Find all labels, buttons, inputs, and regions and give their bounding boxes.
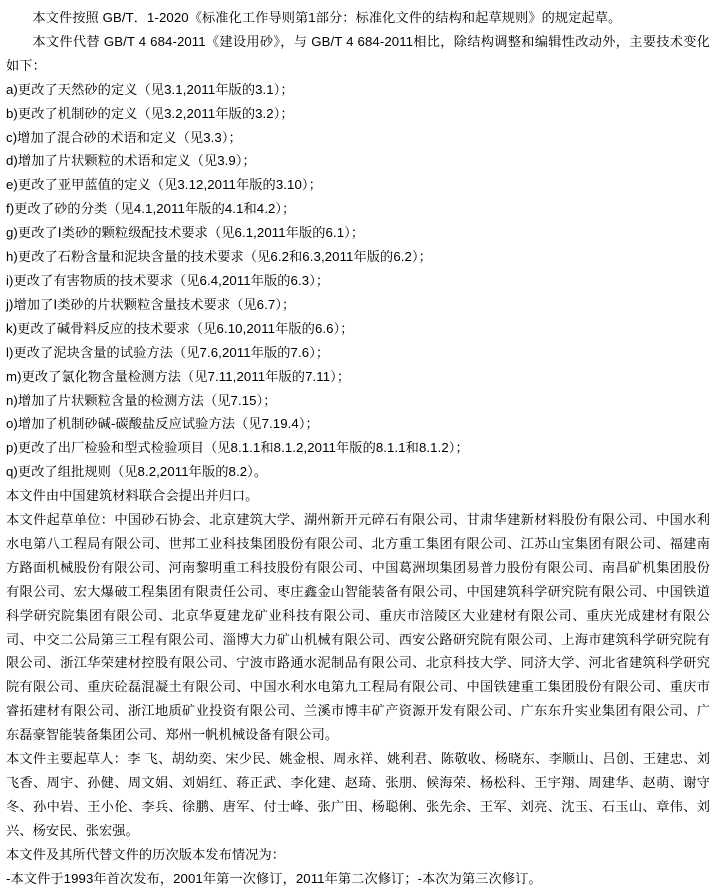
list-item-change-f: f)更改了砂的分类（见4.1,2011年版的4.1和4.2）；: [6, 201, 296, 217]
list-item-change-h: h)更改了石粉含量和泥块含量的技术要求（见6.2和6.3,2011年版的6.2）；: [6, 249, 432, 265]
paragraph-version-history-heading: 本文件及其所代替文件的历次版本发布情况为：: [6, 846, 286, 862]
list-item-change-p: p)更改了出厂检验和型式检验项目（见8.1.1和8.1.2,2011年版的8.1.1和8.1.2）；: [6, 440, 469, 456]
document-body: [6, 6, 710, 891]
list-item-change-a: a)更改了天然砂的定义（见3.1,2011年版的3.1）；: [6, 81, 294, 97]
paragraph-drafting-rule: 本文件按照 GB/T．1-2020《标准化工作导则第1部分：标准化文件的结构和起草规则》的规定起草。: [32, 10, 622, 25]
paragraph-version-history-item: -本文件于1993年首次发布，2001年第一次修订，2011年第二次修订；-本次为第三次修订。: [6, 870, 542, 886]
list-item-change-j: j)增加了Ⅰ类砂的片状颗粒含量技术要求（见6.7）；: [6, 296, 296, 312]
list-item-change-c: c)增加了混合砂的术语和定义（见3.3）；: [6, 129, 242, 145]
paragraph-replacement: 本文件代替 GB/T 4 684-2011《建设用砂》，与 GB/T 4 684-2011相比，除结构调整和编辑性改动外，主要技术变化如下：: [6, 33, 710, 73]
list-item-change-e: e)更改了亚甲蓝值的定义（见3.12,2011年版的3.10）；: [6, 177, 322, 193]
list-item-change-l: l)更改了泥块含量的试验方法（见7.6,2011年版的7.6）；: [6, 344, 330, 360]
paragraph-proposer: 本文件由中国建筑材料联合会提出并归口。: [6, 488, 259, 504]
list-item-change-o: o)增加了机制砂碱-碳酸盐反应试验方法（见7.19.4）；: [6, 416, 319, 432]
list-item-change-q: q)更改了组批规则（见8.2,2011年版的8.2）。: [6, 464, 268, 480]
list-item-change-b: b)更改了机制砂的定义（见3.2,2011年版的3.2）；: [6, 105, 294, 121]
list-item-change-g: g)更改了Ⅰ类砂的颗粒级配技术要求（见6.1,2011年版的6.1）；: [6, 225, 365, 241]
paragraph-main-drafters: 本文件主要起草人：李 飞、胡幼奕、宋少民、姚金根、周永祥、姚利君、陈敬收、杨晓东、李顺山、吕创、王建忠、刘飞香、周宇、孙健、周文娟、刘娟红、蒋正武、李化建、赵琦、张朋、候海荣、杨松科、王宇翔、周建华、赵萌、谢守冬、孙中岩、王小伦、李兵、徐鹏、唐军、付士峰、张广田、杨聪俐、张先余、王军、刘亮、沈玉、石玉山、章伟、刘兴、杨安民、张宏强。: [6, 751, 710, 838]
list-item-change-n: n)增加了片状颗粒含量的检测方法（见7.15）；: [6, 392, 277, 408]
list-item-change-d: d)增加了片状颗粒的术语和定义（见3.9）；: [6, 153, 256, 169]
paragraph-drafting-units: 本文件起草单位：中国砂石协会、北京建筑大学、湖州新开元碎石有限公司、甘肃华建新材料股份有限公司、中国水利水电第八工程局有限公司、世邦工业科技集团股份有限公司、北方重工集团有限公司、江苏山宝集团有限公司、福建南方路面机械股份有限公司、河南黎明重工科技股份有限公司、中国葛洲坝集团易普力股份有限公司、南昌矿机集团股份有限公司、宏大爆破工程集团有限责任公司、枣庄鑫金山智能装备有限公司、中国建筑科学研究院有限公司、中国铁道科学研究院集团有限公司、北京华夏建龙矿业科技有限公司、重庆市涪陵区大业建材有限公司、重庆光成建材有限公司、中交二公局第三工程有限公司、淄博大力矿山机械有限公司、西安公路研究院有限公司、上海市建筑科学研究院有限公司、浙江华荣建材控股有限公司、宁波市路通水泥制品有限公司、北京科技大学、同济大学、河北省建筑科学研究院有限公司、重庆砼磊混凝土有限公司、中国水利水电第九工程局有限公司、中国铁建重工集团股份有限公司、重庆市睿拓建材有限公司、浙江地质矿业投资有限公司、兰溪市博丰矿产资源开发有限公司、广东东升实业集团有限公司、广东磊豪智能装备集团公司、郑州一帆机械设备有限公司。: [6, 512, 710, 743]
list-item-change-k: k)更改了碱骨料反应的技术要求（见6.10,2011年版的6.6）；: [6, 320, 354, 336]
list-item-change-m: m)更改了氯化物含量检测方法（见7.11,2011年版的7.11）；: [6, 368, 351, 384]
list-item-change-i: i)更改了有害物质的技术要求（见6.4,2011年版的6.3）；: [6, 272, 330, 288]
